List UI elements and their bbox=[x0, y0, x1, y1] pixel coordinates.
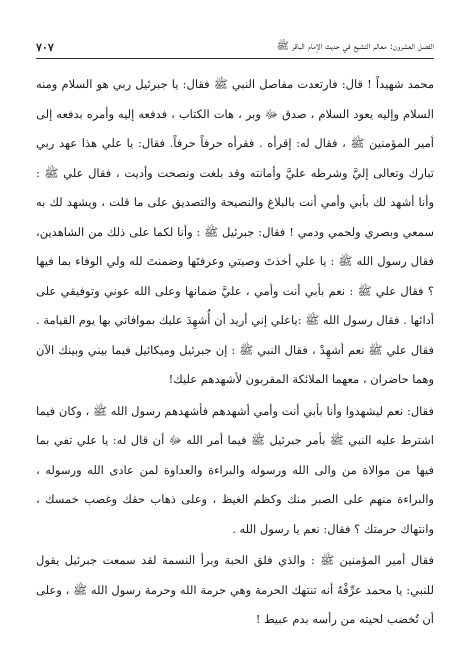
page-number: ٧٠٧ bbox=[36, 41, 54, 54]
page-header bbox=[36, 38, 434, 54]
header-divider bbox=[36, 58, 434, 59]
paragraph-1: محمد شهيداً ! قال: فارتعدت مفاصل النبي ﷺ فقال: يا جبرئيل ربي هو السلام ومنه السلام وإليه يعود السلام ، صدق ﷻ وبر ، هات الكتاب ، فدفعه إليه وأمره بدفعه إلى أمير المؤمنين ﷺ ، فقال له: إقرأه . فقرأه حرفاً حرفاً. فقال: يا علي هذا عهد ربي تبارك وتعالى إليَّ وشرطه عليَّ وأمانته وقد بلغت ونصحت وأديت ، فقال علي ﷺ : وأنا أشهد لك بأبي وأمي أنت بالبلاغ والنصيحة والتصديق على ما قلت ، ويشهد لك به سمعي وبصري ولحمي ودمي ! فقال: جبرئيل ﷺ : وأنا لكما على ذلك من الشاهدين، فقال رسول الله ﷺ : يا علي أخذتَ وصيتي وعرفتَها وضمنتَ لله ولي الوفاء بما فيها ؟ فقال علي ﷺ : نعم بأبي أنت وأمي ، عليَّ ضمانها وعلى الله عوني وتوفيقي على أدائها . فقال رسول الله ﷺ :ياعلي إني أريد أن أُشهِدَ عليك بموافاتي بها يوم القيامة . فقال علي ﷺ نعم أشهِدْ ، فقال النبي ﷺ : إن جبرئيل وميكائيل فيما بيني وبينك الآن وهما حاضران ، معهما الملائكة المقربون لأشهدهم عليك! bbox=[36, 77, 434, 386]
running-title: الفصل العشرون: معالم التشيع في حديث الإمام الباقر ﷺ bbox=[276, 41, 434, 52]
paragraph-2: فقال: نعم ليشهدوا وأنا بأبي أنت وأمي أشهدهم فأشهدهم رسول الله ﷺ ، وكان فيما اشترط عليه النبي ﷺ بأمر جبرئيل ﷺ فيما أمر الله ﷻ أن قال له: يا علي تفي بما فيها من موالاة من والى الله ورسوله والبراءة والعداوة لمن عادى الله ورسوله ، والبراءة منهم على الصبر منك وكظم الغيظ ، وعلى ذهاب حقك وغصب خمسك ، وانتهاك حرمتك ؟ فقال: نعم يا رسول الله . bbox=[36, 403, 434, 536]
body-text bbox=[36, 70, 434, 635]
paragraph-3: فقال أمير المؤمنين ﷺ : والذي فلق الحبة وبرأ النسمة لقد سمعت جبرئيل يقول للنبي: يا محمد عرِّفْهُ أنه تنتهك الحرمة وهي حرمة الله وحرمة رسول الله ﷺ ، وعلى أن تُخضب لحيته من رأسه بدم عبيط ! bbox=[36, 553, 434, 626]
